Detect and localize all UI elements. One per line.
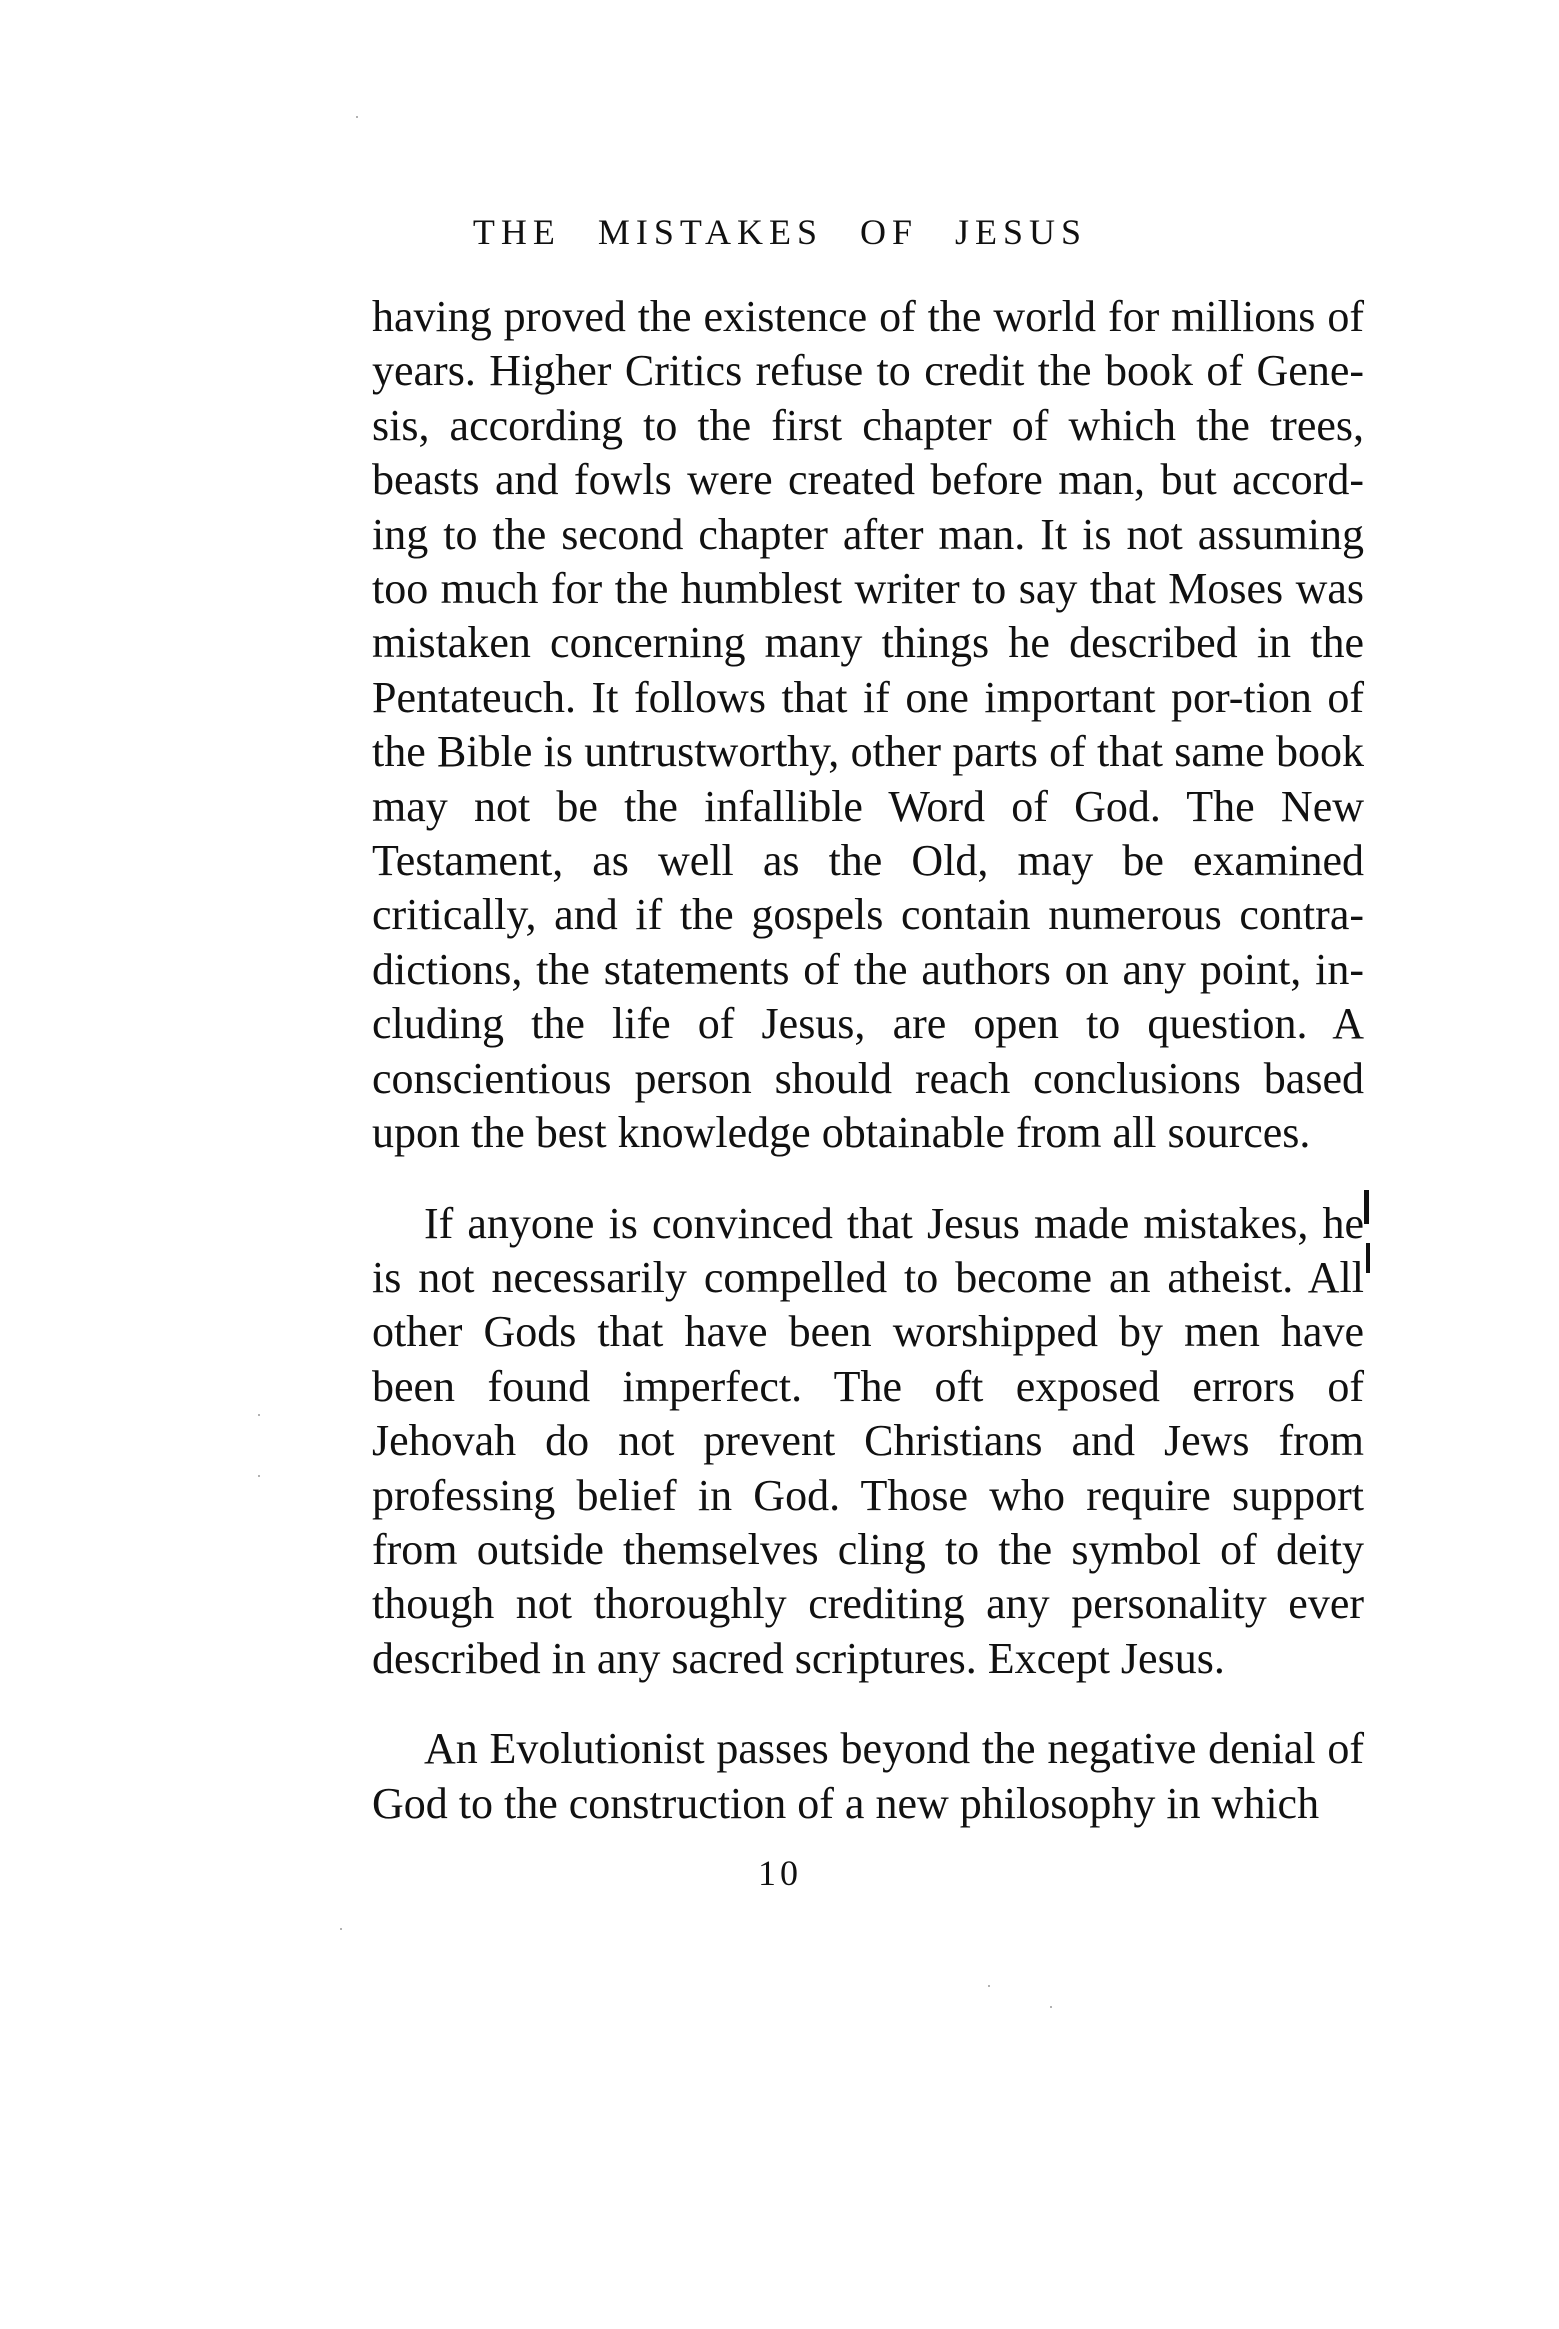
dust-speck [1050, 2006, 1052, 2008]
dust-speck [988, 1985, 990, 1987]
dust-speck [340, 1928, 342, 1930]
scan-artifact-mark [1366, 1243, 1370, 1273]
dust-speck [258, 1414, 260, 1416]
paragraph-1: having proved the existence of the world for millions of years. Higher Critics refuse to credit the book of Gene-sis, according to the first chapter of which the trees, beasts and fowls were created before man, but accord-ing to the second chapter after man. It is not assuming too much for the humblest writer to say that Moses was mistaken concerning many things he described in the Pentateuch. It follows that if one important por-tion of the Bible is untrustworthy, other parts of that same book may not be the infallible Word of God. The New Testament, as well as the Old, may be examined critically, and if the gospels contain numerous contra-dictions, the statements of the authors on any point, in-cluding the life of Jesus, are open to question. A conscientious person should reach conclusions based upon the best knowledge obtainable from all sources. [372, 292, 1364, 1158]
paragraph-3: An Evolutionist passes beyond the negative denial of God to the construction of a new philosophy in which [372, 1724, 1364, 1828]
dust-speck [258, 1475, 260, 1477]
dust-speck [356, 116, 358, 118]
paragraph-2: If anyone is convinced that Jesus made mistakes, he is not necessarily compelled to become an atheist. All other Gods that have been worshipped by men have been found imperfect. The oft exposed errors of Jehovah do not prevent Christians and Jews from professing belief in God. Those who require support from outside themselves cling to the symbol of deity though not thoroughly crediting any personality ever described in any sacred scriptures. Except Jesus. [372, 1198, 1364, 1683]
scan-artifact-mark [1364, 1190, 1369, 1224]
body-text [372, 290, 1364, 1831]
running-head: THE MISTAKES OF JESUS [472, 212, 1088, 252]
page-number: 10 [758, 1853, 802, 1893]
